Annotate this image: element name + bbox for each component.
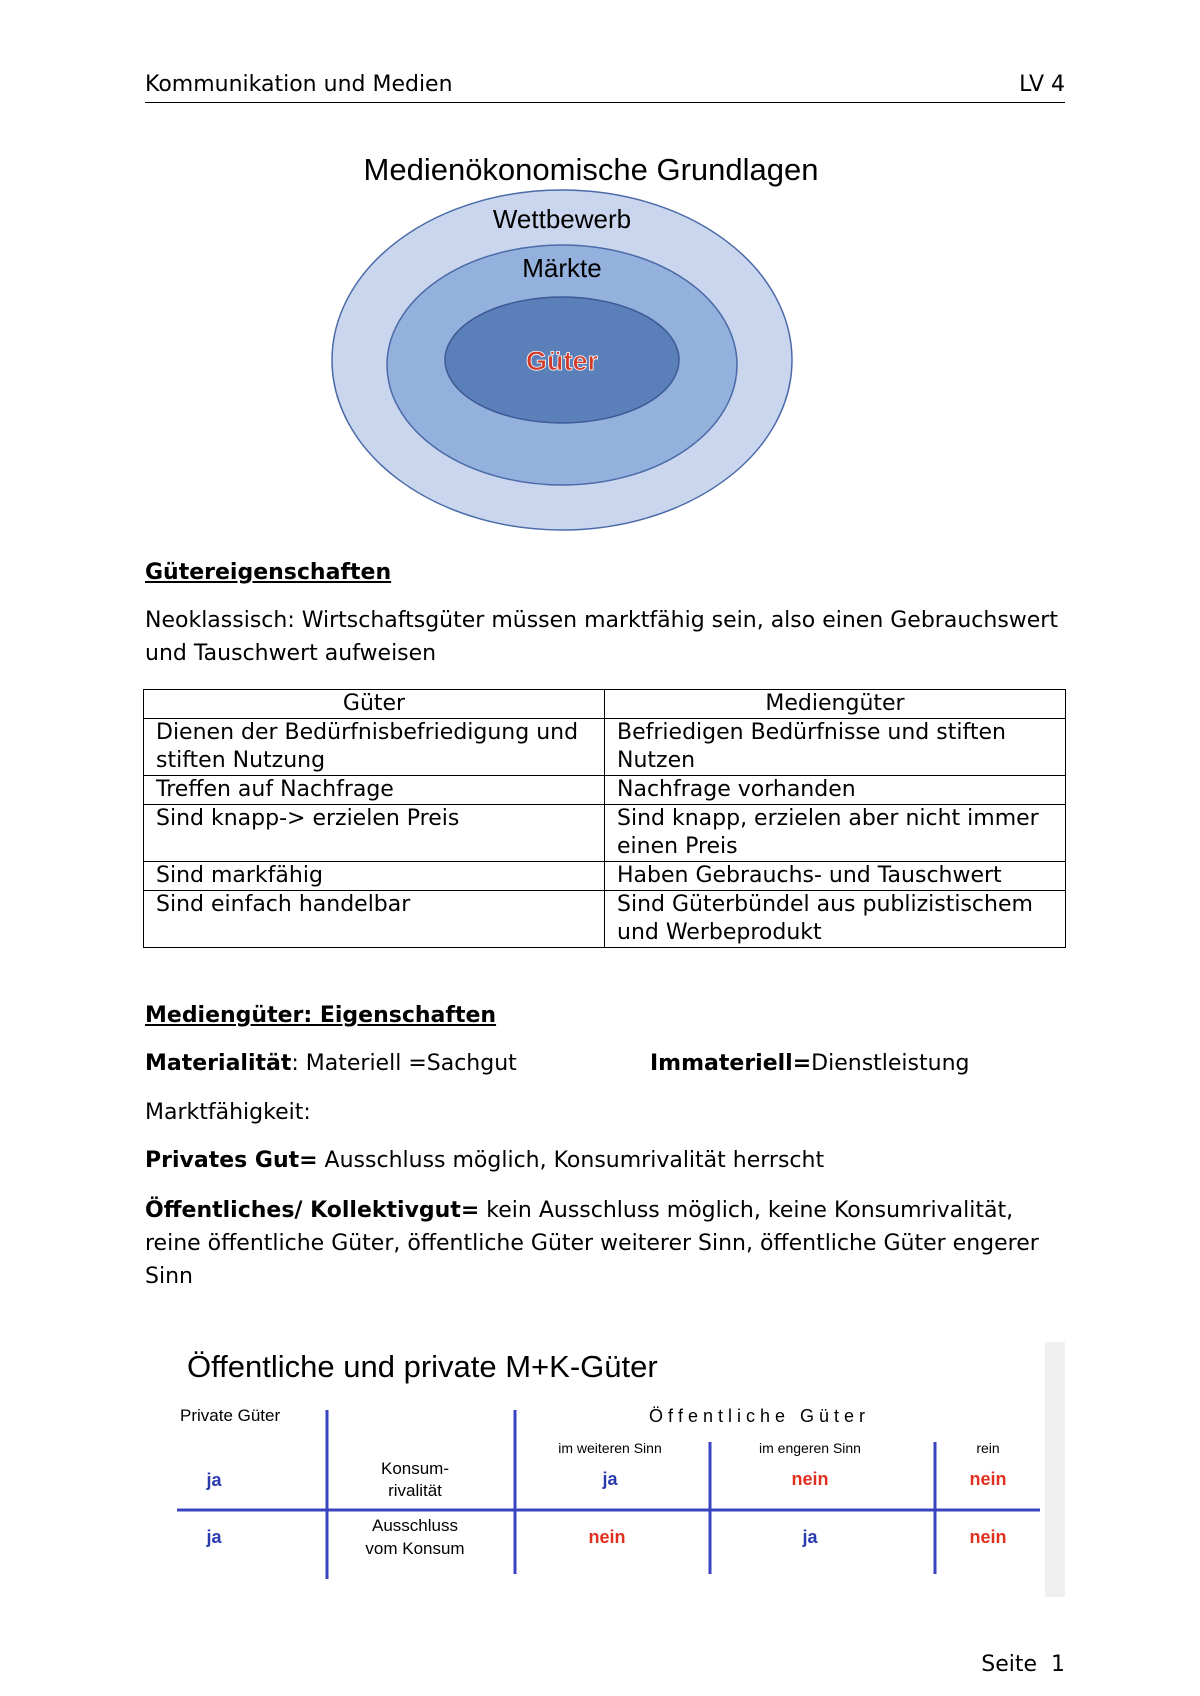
privates-gut-line bbox=[145, 1148, 824, 1173]
table-row bbox=[144, 805, 1066, 862]
table-cell: Dienen der Bedürfnisbefriedigung und stiften Nutzung bbox=[144, 719, 605, 776]
table-row bbox=[144, 891, 1066, 948]
oeffentliches-gut-text: kein Ausschluss möglich, keine Konsumrivalität, reine öffentliche Güter, öffentliche Güter weiterer Sinn, öffentliche Güter engerer Sinn bbox=[145, 1198, 1039, 1289]
materialitaet-text: : Materiell =Sachgut bbox=[291, 1051, 517, 1076]
row2-enger-value: ja bbox=[802, 1527, 818, 1547]
table-cell: Haben Gebrauchs- und Tauschwert bbox=[605, 862, 1066, 891]
table-row bbox=[144, 719, 1066, 776]
marktfaehigkeit-line: Marktfähigkeit: bbox=[145, 1100, 311, 1125]
table-row bbox=[144, 776, 1066, 805]
row2-weiter-value: nein bbox=[588, 1527, 626, 1547]
table-header-medienguter: Mediengüter bbox=[605, 690, 1066, 719]
comparison-table bbox=[143, 689, 1066, 948]
diagram2-title: Öffentliche und private M+K-Güter bbox=[187, 1349, 658, 1384]
private-goods-header: Private Güter bbox=[180, 1406, 281, 1425]
concentric-diagram bbox=[280, 140, 920, 540]
row1-rein-value: nein bbox=[969, 1469, 1007, 1489]
row2-rein-value: nein bbox=[969, 1527, 1007, 1547]
row2-label-line2: vom Konsum bbox=[365, 1539, 465, 1558]
public-goods-header: Ö f f e n t l i c h e G ü t e r bbox=[648, 1406, 866, 1426]
table-cell: Sind einfach handelbar bbox=[144, 891, 605, 948]
oeffentliches-gut-paragraph bbox=[145, 1194, 1065, 1293]
immateriell-text: Dienstleistung bbox=[811, 1051, 970, 1076]
header-lv: LV 4 bbox=[1019, 72, 1065, 97]
sub-header-enger: im engeren Sinn bbox=[759, 1440, 861, 1456]
inner-ring-label: Güter bbox=[525, 346, 599, 376]
page-number: Seite 1 bbox=[981, 1652, 1065, 1677]
row1-private-value: ja bbox=[206, 1470, 222, 1490]
section-heading-guetereigenschaften: Gütereigenschaften bbox=[145, 560, 392, 585]
row2-private-value: ja bbox=[206, 1527, 222, 1547]
diagram-title: Medienökonomische Grundlagen bbox=[363, 152, 819, 187]
neoklassisch-paragraph: Neoklassisch: Wirtschaftsgüter müssen marktfähig sein, also einen Gebrauchswert und Tauschwert aufweisen bbox=[145, 608, 1058, 666]
immateriell-label: Immateriell= bbox=[650, 1051, 812, 1076]
table-cell: Befriedigen Bedürfnisse und stiften Nutzen bbox=[605, 719, 1066, 776]
table-header-gueter: Güter bbox=[144, 690, 605, 719]
middle-ring-label: Märkte bbox=[522, 253, 602, 283]
diagram2-edge bbox=[1045, 1342, 1065, 1597]
table-cell: Nachfrage vorhanden bbox=[605, 776, 1066, 805]
immateriell-line bbox=[650, 1051, 969, 1076]
table-cell: Sind knapp, erzielen aber nicht immer einen Preis bbox=[605, 805, 1066, 862]
materialitaet-label: Materialität bbox=[145, 1051, 292, 1076]
section-heading-medienguter: Mediengüter: Eigenschaften bbox=[145, 1003, 497, 1028]
sub-header-rein: rein bbox=[976, 1440, 1000, 1456]
table-cell: Sind knapp-> erzielen Preis bbox=[144, 805, 605, 862]
row1-label-line1: Konsum- bbox=[380, 1459, 450, 1478]
public-private-goods-diagram bbox=[170, 1342, 1065, 1597]
row1-label-line2: rivalität bbox=[388, 1481, 442, 1500]
header-title: Kommunikation und Medien bbox=[145, 72, 453, 97]
table-row bbox=[144, 862, 1066, 891]
table-cell: Treffen auf Nachfrage bbox=[144, 776, 605, 805]
row1-enger-value: nein bbox=[791, 1469, 829, 1489]
outer-ring-label: Wettbewerb bbox=[492, 204, 632, 234]
row1-weiter-value: ja bbox=[602, 1469, 618, 1489]
table-cell: Sind markfähig bbox=[144, 862, 605, 891]
materialitaet-line bbox=[145, 1051, 517, 1076]
oeffentliches-gut-label: Öffentliches/ Kollektivgut= bbox=[145, 1198, 480, 1223]
privates-gut-label: Privates Gut= bbox=[145, 1148, 318, 1173]
table-cell: Sind Güterbündel aus publizistischem und Werbeprodukt bbox=[605, 891, 1066, 948]
privates-gut-text: Ausschluss möglich, Konsumrivalität herrscht bbox=[317, 1148, 825, 1173]
table-header-row bbox=[144, 690, 1066, 719]
row2-label-line1: Ausschluss bbox=[372, 1516, 458, 1535]
sub-header-weiter: im weiteren Sinn bbox=[558, 1440, 662, 1456]
page-header bbox=[145, 70, 1065, 103]
